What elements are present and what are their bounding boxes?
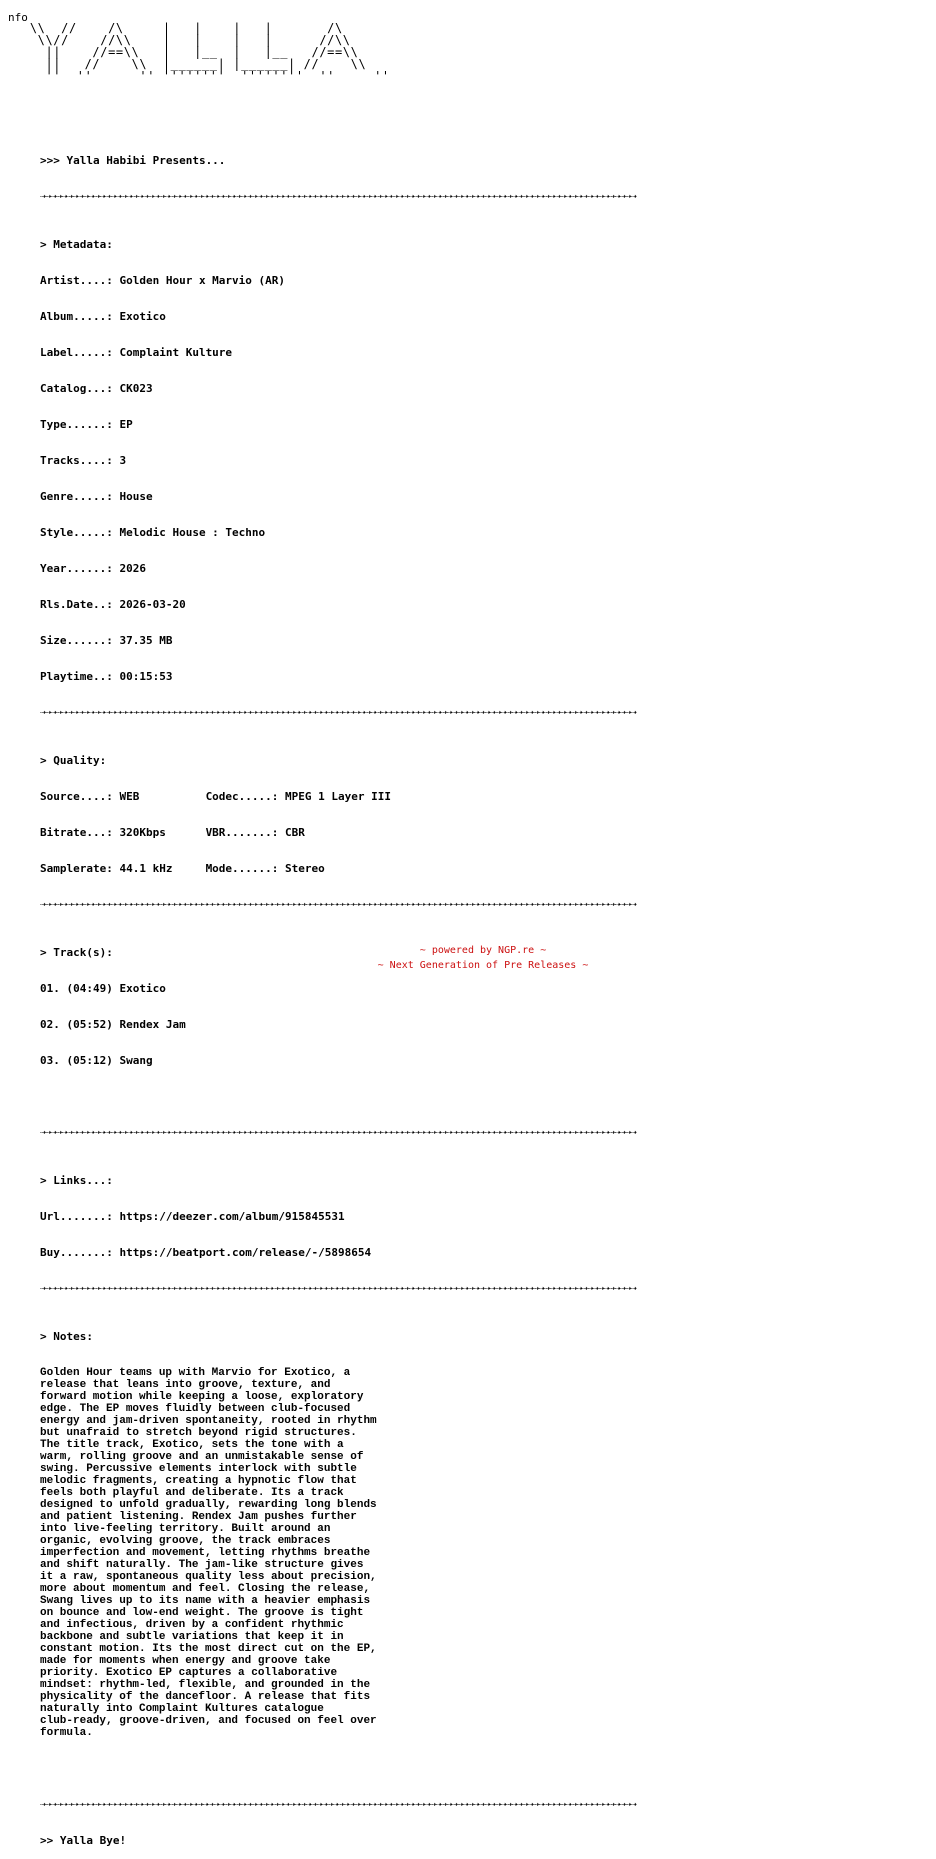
tracklist-header: > Track(s): — [40, 947, 113, 959]
separator-line: ⇢⇢⇢⇢⇢⇢⇢⇢⇢⇢⇢⇢⇢⇢⇢⇢⇢⇢⇢⇢⇢⇢⇢⇢⇢⇢⇢⇢⇢⇢⇢⇢⇢⇢⇢⇢⇢⇢⇢⇢⇢⇢⇢⇢⇢⇢⇢⇢⇢⇢⇢⇢⇢⇢⇢⇢⇢⇢⇢⇢⇢⇢⇢⇢⇢⇢⇢⇢⇢⇢⇢⇢⇢⇢⇢⇢⇢⇢⇢⇢⇢⇢⇢⇢⇢⇢⇢⇢⇢⇢⇢⇢⇢⇢⇢⇢⇢⇢⇢⇢⇢⇢⇢⇢⇢⇢⇢⇢⇢⇢ — [40, 1283, 637, 1294]
outro-line: >> Yalla Bye! — [40, 1835, 127, 1847]
separator-line: ⇢⇢⇢⇢⇢⇢⇢⇢⇢⇢⇢⇢⇢⇢⇢⇢⇢⇢⇢⇢⇢⇢⇢⇢⇢⇢⇢⇢⇢⇢⇢⇢⇢⇢⇢⇢⇢⇢⇢⇢⇢⇢⇢⇢⇢⇢⇢⇢⇢⇢⇢⇢⇢⇢⇢⇢⇢⇢⇢⇢⇢⇢⇢⇢⇢⇢⇢⇢⇢⇢⇢⇢⇢⇢⇢⇢⇢⇢⇢⇢⇢⇢⇢⇢⇢⇢⇢⇢⇢⇢⇢⇢⇢⇢⇢⇢⇢⇢⇢⇢⇢⇢⇢⇢⇢⇢⇢⇢⇢⇢ — [40, 707, 637, 718]
separator-line: ⇢⇢⇢⇢⇢⇢⇢⇢⇢⇢⇢⇢⇢⇢⇢⇢⇢⇢⇢⇢⇢⇢⇢⇢⇢⇢⇢⇢⇢⇢⇢⇢⇢⇢⇢⇢⇢⇢⇢⇢⇢⇢⇢⇢⇢⇢⇢⇢⇢⇢⇢⇢⇢⇢⇢⇢⇢⇢⇢⇢⇢⇢⇢⇢⇢⇢⇢⇢⇢⇢⇢⇢⇢⇢⇢⇢⇢⇢⇢⇢⇢⇢⇢⇢⇢⇢⇢⇢⇢⇢⇢⇢⇢⇢⇢⇢⇢⇢⇢⇢⇢⇢⇢⇢⇢⇢⇢⇢⇢⇢ — [40, 899, 637, 910]
nfo-tag: nfo — [8, 11, 28, 24]
logo-line: \\ // /\ | | | | /\ — [22, 21, 343, 35]
intro-line: >>> Yalla Habibi Presents... — [40, 155, 226, 167]
track-item: 01. (04:49) Exotico — [40, 983, 166, 995]
link-url[interactable]: Url.......: https://deezer.com/album/915845531 — [40, 1211, 345, 1223]
links-header: > Links...: — [40, 1175, 113, 1187]
footer-tagline[interactable]: ~ Next Generation of Pre Releases ~ — [377, 960, 589, 971]
footer-powered-by[interactable]: ~ powered by NGP.re ~ — [419, 945, 547, 956]
metadata-artist: Artist....: Golden Hour x Marvio (AR) — [40, 275, 286, 287]
quality-row: Source....: WEB Codec.....: MPEG 1 Layer III — [40, 791, 391, 803]
track-item: 03. (05:12) Swang — [40, 1055, 153, 1067]
logo-line: || //==\\ | |__ | |__ //==\\ — [22, 45, 359, 59]
blank-line — [40, 1091, 930, 1103]
quality-row: Bitrate...: 320Kbps VBR.......: CBR — [40, 827, 305, 839]
logo-line: || // \\ |______| |______| // \\ — [22, 57, 367, 71]
metadata-rls-date: Rls.Date..: 2026-03-20 — [40, 599, 186, 611]
metadata-playtime: Playtime..: 00:15:53 — [40, 671, 173, 683]
metadata-size: Size......: 37.35 MB — [40, 635, 173, 647]
metadata-year: Year......: 2026 — [40, 563, 146, 575]
blank-line — [40, 1763, 930, 1775]
separator-line: ⇢⇢⇢⇢⇢⇢⇢⇢⇢⇢⇢⇢⇢⇢⇢⇢⇢⇢⇢⇢⇢⇢⇢⇢⇢⇢⇢⇢⇢⇢⇢⇢⇢⇢⇢⇢⇢⇢⇢⇢⇢⇢⇢⇢⇢⇢⇢⇢⇢⇢⇢⇢⇢⇢⇢⇢⇢⇢⇢⇢⇢⇢⇢⇢⇢⇢⇢⇢⇢⇢⇢⇢⇢⇢⇢⇢⇢⇢⇢⇢⇢⇢⇢⇢⇢⇢⇢⇢⇢⇢⇢⇢⇢⇢⇢⇢⇢⇢⇢⇢⇢⇢⇢⇢⇢⇢⇢⇢⇢⇢ — [40, 1127, 637, 1138]
yalla-ascii-logo — [22, 22, 390, 82]
metadata-type: Type......: EP — [40, 419, 133, 431]
metadata-album: Album.....: Exotico — [40, 311, 166, 323]
quality-row: Samplerate: 44.1 kHz Mode......: Stereo — [40, 863, 325, 875]
logo-line: \\// //\\ | | | | //\\ — [22, 33, 351, 47]
quality-header: > Quality: — [40, 755, 107, 767]
metadata-header: > Metadata: — [40, 239, 113, 251]
separator-line: ⇢⇢⇢⇢⇢⇢⇢⇢⇢⇢⇢⇢⇢⇢⇢⇢⇢⇢⇢⇢⇢⇢⇢⇢⇢⇢⇢⇢⇢⇢⇢⇢⇢⇢⇢⇢⇢⇢⇢⇢⇢⇢⇢⇢⇢⇢⇢⇢⇢⇢⇢⇢⇢⇢⇢⇢⇢⇢⇢⇢⇢⇢⇢⇢⇢⇢⇢⇢⇢⇢⇢⇢⇢⇢⇢⇢⇢⇢⇢⇢⇢⇢⇢⇢⇢⇢⇢⇢⇢⇢⇢⇢⇢⇢⇢⇢⇢⇢⇢⇢⇢⇢⇢⇢⇢⇢⇢⇢⇢⇢ — [40, 191, 637, 202]
logo-line: '' '' '' '''''''' '''''''' '' '' — [22, 69, 390, 83]
nfo-document — [40, 131, 930, 1859]
notes-header: > Notes: — [40, 1331, 93, 1343]
track-item: 02. (05:52) Rendex Jam — [40, 1019, 186, 1031]
link-buy[interactable]: Buy.......: https://beatport.com/release/-/5898654 — [40, 1247, 372, 1259]
notes-body: Golden Hour teams up with Marvio for Exotico, a release that leans into groove, texture, and forward motion while keeping a loose, exploratory edge. The EP moves fluidly between club-focused energy and jam-driven spontaneity, rooted in rhythm but unafraid to stretch beyond rigid structures. The title track, Exotico, sets the tone with a warm, rolling groove and an unmistakable sense of swing. Percussive elements interlock with subtle melodic fragments, creating a hypnotic flow that feels both playful and deliberate. Its a track designed to unfold gradually, rewarding long blends and patient listening. Rendex Jam pushes further into live-feeling territory. Built around an organic, evolving groove, the track embraces imperfection and movement, letting rhythms breathe and shift naturally. The jam-like structure gives it a raw, spontaneous quality less about precision, more about momentum and feel. Closing the release, Swang lives up to its name with a heavier emphasis on bounce and low-end weight. The groove is tight and infectious, driven by a confident rhythmic backbone and subtle variations that keep it in constant motion. Its the most direct cut on the EP, made for moments when energy and groove take priority. Exotico EP captures a collaborative mindset: rhythm-led, flexible, and grounded in the physicality of the dancefloor. A release that fits naturally into Complaint Kultures catalogue club-ready, groove-driven, and focused on feel over formula. — [40, 1367, 377, 1739]
metadata-tracks: Tracks....: 3 — [40, 455, 127, 467]
metadata-label: Label.....: Complaint Kulture — [40, 347, 233, 359]
metadata-genre: Genre.....: House — [40, 491, 153, 503]
metadata-catalog: Catalog...: CK023 — [40, 383, 153, 395]
separator-line: ⇢⇢⇢⇢⇢⇢⇢⇢⇢⇢⇢⇢⇢⇢⇢⇢⇢⇢⇢⇢⇢⇢⇢⇢⇢⇢⇢⇢⇢⇢⇢⇢⇢⇢⇢⇢⇢⇢⇢⇢⇢⇢⇢⇢⇢⇢⇢⇢⇢⇢⇢⇢⇢⇢⇢⇢⇢⇢⇢⇢⇢⇢⇢⇢⇢⇢⇢⇢⇢⇢⇢⇢⇢⇢⇢⇢⇢⇢⇢⇢⇢⇢⇢⇢⇢⇢⇢⇢⇢⇢⇢⇢⇢⇢⇢⇢⇢⇢⇢⇢⇢⇢⇢⇢⇢⇢⇢⇢⇢⇢ — [40, 1799, 637, 1810]
metadata-style: Style.....: Melodic House : Techno — [40, 527, 266, 539]
